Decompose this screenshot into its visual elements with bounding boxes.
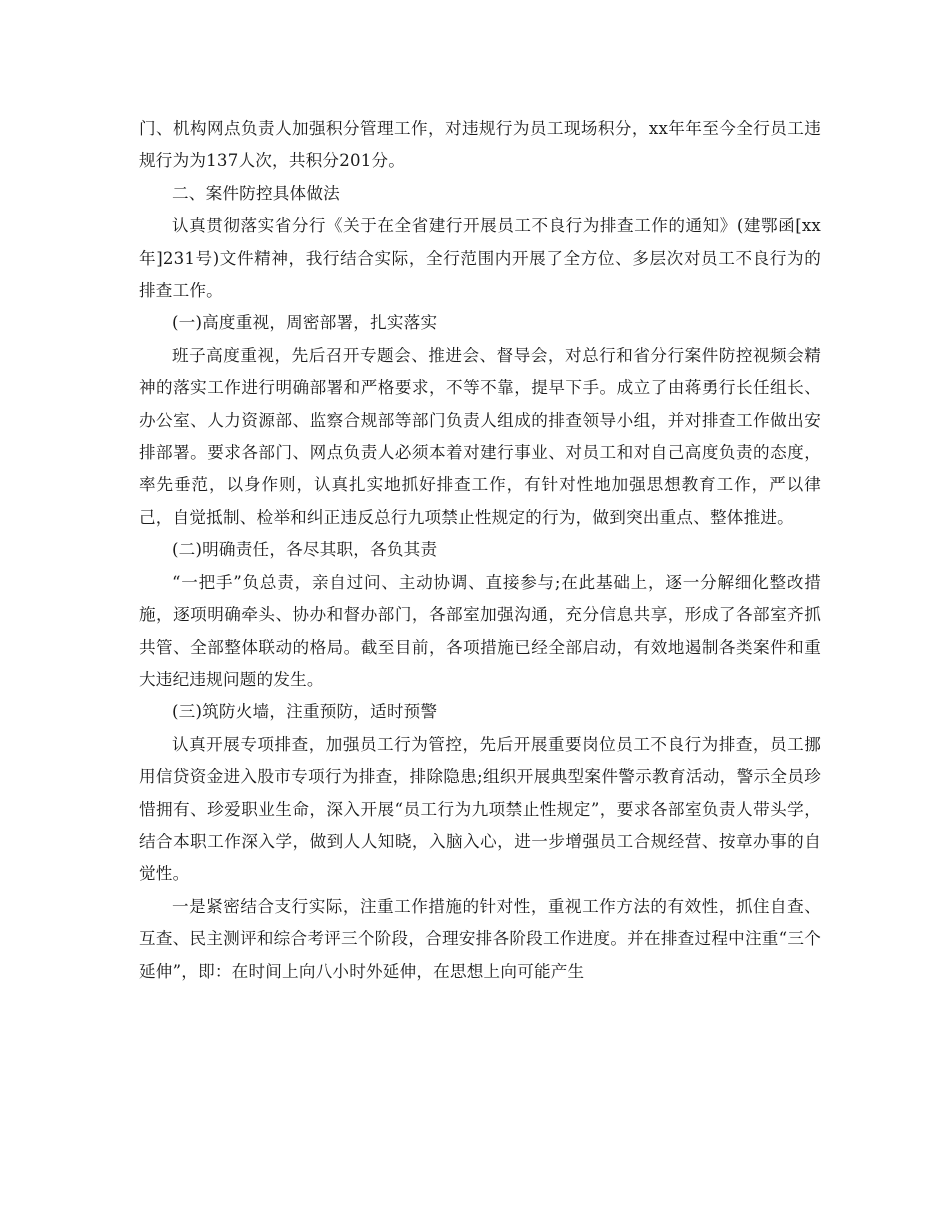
subheading-6: (二)明确责任，各尽其职，各负其责 bbox=[172, 540, 438, 560]
paragraph-3: 认真贯彻落实省分行《关于在全省建行开展员工不良行为排查工作的通知》(建鄂函[xx年]231号)文件精神，我行结合实际，全行范围内开展了全方位、多层次对员工不良行为的排查工作。 bbox=[139, 216, 821, 301]
paragraph-1: 门、机构网点负责人加强积分管理工作，对违规行为员工现场积分，xx年年至今全行员工违规行为为137人次，共积分201分。 bbox=[139, 119, 821, 171]
subheading-8: (三)筑防火墙，注重预防，适时预警 bbox=[172, 702, 438, 722]
document-body bbox=[139, 113, 821, 988]
paragraph-7: “一把手”负总责，亲自过问、主动协调、直接参与;在此基础上，逐一分解细化整改措施，逐项明确牵头、协办和督办部门，各部室加强沟通，充分信息共享，形成了各部室齐抓共管、全部整体联动的格局。截至目前，各项措施已经全部启动，有效地遏制各类案件和重大违纪违规问题的发生。 bbox=[139, 572, 821, 689]
paragraph-10: 一是紧密结合支行实际，注重工作措施的针对性，重视工作方法的有效性，抓住自查、互查、民主测评和综合考评三个阶段，合理安排各阶段工作进度。并在排查过程中注重“三个延伸”，即：在时间上向八小时外延伸，在思想上向可能产生 bbox=[139, 896, 821, 981]
section-heading-2: 二、案件防控具体做法 bbox=[172, 183, 340, 203]
paragraph-5: 班子高度重视，先后召开专题会、推进会、督导会，对总行和省分行案件防控视频会精神的落实工作进行明确部署和严格要求，不等不靠，提早下手。成立了由蒋勇行长任组长、办公室、人力资源部、监察合规部等部门负责人组成的排查领导小组，并对排查工作做出安排部署。要求各部门、网点负责人必须本着对建行事业、对员工和对自己高度负责的态度，率先垂范，以身作则，认真扎实地抓好排查工作，有针对性地加强思想教育工作，严以律己，自觉抵制、检举和纠正违反总行九项禁止性规定的行为，做到突出重点、整体推进。 bbox=[139, 345, 821, 527]
paragraph-9: 认真开展专项排查，加强员工行为管控，先后开展重要岗位员工不良行为排查，员工挪用信贷资金进入股市专项行为排查，排除隐患;组织开展典型案件警示教育活动，警示全员珍惜拥有、珍爱职业生命，深入开展“员工行为九项禁止性规定”，要求各部室负责人带头学，结合本职工作深入学，做到人人知晓，入脑入心，进一步增强员工合规经营、按章办事的自觉性。 bbox=[139, 734, 821, 884]
subheading-4: (一)高度重视，周密部署，扎实落实 bbox=[172, 313, 438, 333]
